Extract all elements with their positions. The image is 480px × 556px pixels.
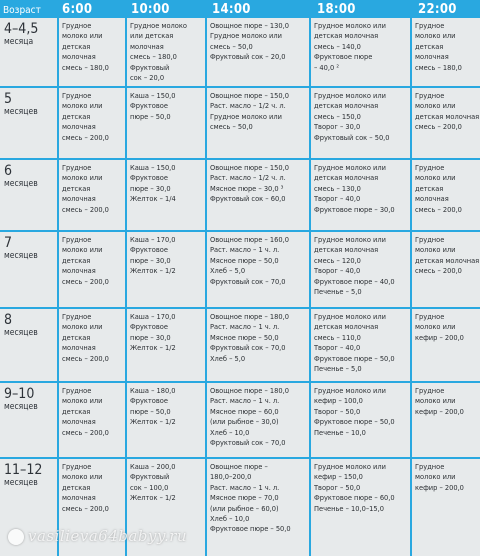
age-unit: месяца — [4, 37, 34, 47]
meal-cell — [62, 312, 124, 380]
meal-cell — [415, 462, 479, 555]
meal-item: молоко или — [62, 31, 103, 41]
meal-cell — [415, 163, 479, 229]
meal-cell — [130, 312, 204, 380]
meal-item: смесь – 150,0 — [314, 111, 361, 121]
meal-item: молоко или — [415, 396, 456, 406]
meal-item: Раст. масло – 1 ч. л. — [210, 245, 280, 255]
meal-item: детская — [62, 482, 91, 492]
row-divider — [0, 457, 480, 459]
meal-cell — [210, 462, 308, 555]
meal-item: 180,0–200,0 — [210, 472, 252, 482]
row-divider — [0, 86, 480, 88]
meal-item: Фруктовое пюре – 50,0 — [314, 417, 395, 427]
age-unit: месяцев — [4, 328, 38, 338]
meal-item: Грудное — [415, 462, 445, 471]
meal-item: или детская — [130, 31, 174, 41]
age-cell — [4, 386, 54, 413]
meal-item: детская молочная — [415, 111, 479, 121]
meal-item: Фруктовое — [130, 396, 168, 406]
meal-cell — [210, 163, 308, 229]
meal-item: кефир – 100,0 — [314, 396, 363, 406]
meal-item: Овощное пюре – — [210, 462, 268, 471]
meal-item: Грудное — [415, 163, 445, 172]
meal-cell — [130, 163, 204, 229]
meal-item: Овощное пюре – 150,0 — [210, 91, 289, 100]
meal-cell — [130, 21, 204, 85]
meal-item: Каша – 180,0 — [130, 386, 176, 395]
meal-item: смесь – 140,0 — [314, 41, 361, 51]
meal-cell — [415, 312, 479, 380]
meal-item: молоко или — [415, 472, 456, 482]
meal-item: Овощное пюре – 180,0 — [210, 386, 289, 395]
meal-cell — [314, 386, 409, 456]
meal-item: Фруктовое пюре – 50,0 — [210, 524, 291, 534]
meal-cell — [62, 21, 124, 85]
age-value: 5 — [4, 91, 13, 107]
meal-cell — [314, 163, 409, 229]
age-unit: месяцев — [4, 478, 38, 488]
meal-cell — [62, 235, 124, 306]
meal-item: смесь – 180,0 — [415, 62, 462, 72]
meal-item: смесь – 180,0 — [130, 52, 177, 62]
meal-item: Фруктовое пюре – 30,0 — [314, 204, 395, 214]
age-value: 11–12 — [4, 462, 43, 478]
meal-item: Каша – 170,0 — [130, 235, 176, 244]
meal-item: Фруктовый сок – 70,0 — [210, 276, 286, 286]
meal-item: Хлеб – 5,0 — [210, 353, 246, 363]
meal-item: Грудное молоко или — [314, 386, 386, 395]
meal-item: Желток – 1/2 — [130, 343, 176, 353]
meal-item: смесь – 200,0 — [62, 427, 109, 437]
meal-item: Фруктовое пюре – 40,0 — [314, 276, 395, 286]
column-divider — [125, 0, 127, 556]
meal-cell — [210, 21, 308, 85]
meal-item: (или рыбное – 30,0) — [210, 417, 279, 427]
meal-item: Грудное молоко или — [314, 312, 386, 321]
meal-cell — [415, 21, 479, 85]
meal-item: – 40,0 ² — [314, 62, 340, 72]
age-cell — [4, 91, 54, 118]
meal-item: детская молочная — [314, 101, 379, 111]
meal-item: Фруктовый сок – 20,0 — [210, 52, 286, 62]
meal-item: Овощное пюре – 180,0 — [210, 312, 289, 321]
column-divider — [57, 0, 59, 556]
table-header — [0, 0, 480, 18]
meal-item: Фруктовое пюре – 50,0 — [314, 353, 395, 363]
meal-item: молочная — [415, 52, 449, 62]
meal-item: Фруктовый сок – 50,0 — [314, 132, 390, 142]
meal-item: Грудное молоко или — [314, 163, 386, 172]
meal-item: молочная — [62, 194, 96, 204]
meal-item: молоко или — [62, 173, 103, 183]
meal-item: смесь – 200,0 — [62, 353, 109, 363]
row-divider — [0, 381, 480, 383]
meal-item: Грудное молоко или — [314, 235, 386, 244]
row-divider — [0, 307, 480, 309]
meal-item: Грудное — [415, 21, 445, 30]
column-divider — [309, 0, 311, 556]
time-header-0600: 6:00 — [62, 2, 93, 17]
meal-cell — [314, 21, 409, 85]
meal-item: Грудное — [62, 21, 92, 30]
meal-item: Желток – 1/4 — [130, 194, 176, 204]
meal-item: смесь – 200,0 — [415, 266, 462, 276]
column-divider — [205, 0, 207, 556]
meal-item: молочная — [62, 417, 96, 427]
meal-item: детская — [62, 183, 91, 193]
meal-cell — [130, 91, 204, 157]
meal-item: Желток – 1/2 — [130, 417, 176, 427]
meal-item: Фруктовый — [130, 472, 170, 482]
meal-item: Овощное пюре – 160,0 — [210, 235, 289, 244]
meal-cell — [415, 235, 479, 306]
meal-item: Грудное молоко или — [314, 462, 386, 471]
meal-cell — [210, 386, 308, 456]
meal-item: Грудное молоко или — [210, 31, 282, 41]
meal-item: Фруктовое — [130, 245, 168, 255]
meal-item: Грудное — [415, 386, 445, 395]
meal-item: Каша – 150,0 — [130, 163, 176, 172]
meal-item: детская — [62, 255, 91, 265]
meal-item: Грудное молоко — [130, 21, 187, 30]
meal-item: пюре – 30,0 — [130, 183, 171, 193]
meal-item: Фруктовое — [130, 101, 168, 111]
row-divider — [0, 158, 480, 160]
meal-item: Грудное — [62, 386, 92, 395]
meal-item: молоко или — [62, 245, 103, 255]
meal-item: Грудное молоко или — [314, 21, 386, 30]
meal-item: детская — [62, 406, 91, 416]
meal-item: смесь – 50,0 — [210, 122, 253, 132]
meal-item: Грудное — [62, 91, 92, 100]
meal-item: смесь – 200,0 — [62, 276, 109, 286]
meal-item: молоко или — [62, 396, 103, 406]
meal-item: Грудное — [415, 235, 445, 244]
meal-item: кефир – 200,0 — [415, 406, 464, 416]
meal-item: Раст. масло – 1 ч. л. — [210, 482, 280, 492]
meal-item: детская молочная — [314, 322, 379, 332]
meal-item: Творог – 50,0 — [314, 482, 361, 492]
meal-item: Фруктовый сок – 70,0 — [210, 438, 286, 448]
meal-item: смесь – 110,0 — [314, 332, 361, 342]
meal-item: смесь – 200,0 — [62, 204, 109, 214]
age-unit: месяцев — [4, 107, 38, 117]
meal-item: Грудное молоко или — [210, 111, 282, 121]
meal-item: Каша – 170,0 — [130, 312, 176, 321]
meal-item: Грудное — [62, 235, 92, 244]
meal-item: смесь – 200,0 — [415, 122, 462, 132]
age-unit: месяцев — [4, 402, 38, 412]
meal-item: молочная — [62, 493, 96, 503]
meal-item: молочная — [62, 52, 96, 62]
meal-item: Печенье – 5,0 — [314, 287, 362, 297]
meal-cell — [210, 312, 308, 380]
meal-item: детская молочная — [415, 255, 479, 265]
meal-item: смесь – 200,0 — [62, 503, 109, 513]
meal-item: Фруктовый сок – 70,0 — [210, 343, 286, 353]
age-value: 7 — [4, 235, 13, 251]
age-cell — [4, 312, 54, 339]
meal-item: смесь – 180,0 — [62, 62, 109, 72]
meal-cell — [314, 462, 409, 555]
meal-item: молоко или — [415, 322, 456, 332]
meal-item: Желток – 1/2 — [130, 493, 176, 503]
meal-cell — [210, 91, 308, 157]
meal-item: Раст. масло – 1/2 ч. л. — [210, 101, 286, 111]
meal-item: Грудное — [415, 312, 445, 321]
meal-item: кефир – 200,0 — [415, 482, 464, 492]
meal-item: молоко или — [62, 472, 103, 482]
meal-item: Мясное пюре – 50,0 — [210, 255, 279, 265]
meal-cell — [130, 235, 204, 306]
meal-item: Печенье – 10,0 — [314, 427, 366, 437]
meal-item: (или рыбное – 60,0) — [210, 503, 279, 513]
meal-item: кефир – 150,0 — [314, 472, 363, 482]
meal-cell — [314, 312, 409, 380]
meal-item: смесь – 200,0 — [415, 204, 462, 214]
meal-item: детская молочная — [314, 173, 379, 183]
age-unit: месяцев — [4, 179, 38, 189]
meal-item: молоко или — [415, 101, 456, 111]
meal-item: смесь – 50,0 — [210, 41, 253, 51]
meal-item: Мясное пюре – 70,0 — [210, 493, 279, 503]
meal-item: Грудное — [62, 312, 92, 321]
age-cell — [4, 235, 54, 262]
age-value: 8 — [4, 312, 13, 328]
meal-item: смесь – 200,0 — [62, 132, 109, 142]
meal-item: Каша – 200,0 — [130, 462, 176, 471]
meal-item: Творог – 30,0 — [314, 122, 361, 132]
meal-item: Каша – 150,0 — [130, 91, 176, 100]
watermark-logo-icon — [8, 529, 24, 545]
meal-item: молоко или — [415, 245, 456, 255]
age-value: 9–10 — [4, 386, 35, 402]
meal-item: Грудное — [62, 462, 92, 471]
meal-item: детская — [62, 332, 91, 342]
meal-item: детская молочная — [314, 245, 379, 255]
meal-item: Творог – 50,0 — [314, 406, 361, 416]
time-header-2200: 22:00 — [418, 2, 457, 17]
meal-item: молочная — [62, 122, 96, 132]
age-column-header: Возраст — [3, 5, 41, 16]
meal-item: смесь – 120,0 — [314, 255, 361, 265]
meal-item: Хлеб – 5,0 — [210, 266, 246, 276]
meal-item: Мясное пюре – 50,0 — [210, 332, 279, 342]
age-cell — [4, 462, 54, 489]
meal-item: молоко или — [415, 173, 456, 183]
meal-item: Творог – 40,0 — [314, 194, 361, 204]
meal-item: пюре – 30,0 — [130, 332, 171, 342]
meal-cell — [210, 235, 308, 306]
meal-item: Фруктовое пюре – 60,0 — [314, 493, 395, 503]
meal-item: пюре – 50,0 — [130, 406, 171, 416]
meal-item: смесь – 130,0 — [314, 183, 361, 193]
meal-item: Грудное молоко или — [314, 91, 386, 100]
meal-item: Грудное — [415, 91, 445, 100]
meal-item: Фруктовое — [130, 173, 168, 183]
meal-cell — [62, 386, 124, 456]
meal-item: молочная — [415, 194, 449, 204]
time-header-1000: 10:00 — [131, 2, 170, 17]
meal-item: Раст. масло – 1 ч. л. — [210, 322, 280, 332]
age-cell — [4, 21, 54, 48]
meal-item: Желток – 1/2 — [130, 266, 176, 276]
age-value: 4–4,5 — [4, 21, 39, 37]
meal-item: Овощное пюре – 150,0 — [210, 163, 289, 172]
meal-item: молоко или — [62, 101, 103, 111]
meal-cell — [130, 386, 204, 456]
meal-item: Грудное — [62, 163, 92, 172]
meal-item: Фруктовый сок – 60,0 — [210, 194, 286, 204]
meal-item: пюре – 30,0 — [130, 255, 171, 265]
meal-item: кефир – 200,0 — [415, 332, 464, 342]
meal-item: детская — [415, 41, 444, 51]
meal-item: Хлеб – 10,0 — [210, 514, 250, 524]
time-header-1400: 14:00 — [212, 2, 251, 17]
meal-item: молоко или — [415, 31, 456, 41]
meal-cell — [415, 91, 479, 157]
age-value: 6 — [4, 163, 13, 179]
meal-item: Фруктовое — [130, 322, 168, 332]
meal-item: Печенье – 5,0 — [314, 364, 362, 374]
column-divider — [410, 0, 412, 556]
meal-item: сок – 20,0 — [130, 73, 165, 83]
meal-item: Мясное пюре – 60,0 — [210, 406, 279, 416]
meal-item: Овощное пюре – 130,0 — [210, 21, 289, 30]
time-header-1800: 18:00 — [317, 2, 356, 17]
meal-item: Раст. масло – 1 ч. л. — [210, 396, 280, 406]
meal-item: Фруктовый — [130, 62, 170, 72]
meal-item: Фруктовое пюре — [314, 52, 373, 62]
meal-item: Раст. масло – 1/2 ч. л. — [210, 173, 286, 183]
meal-item: молочная — [130, 41, 164, 51]
age-unit: месяцев — [4, 251, 38, 261]
meal-item: сок – 100,0 — [130, 482, 169, 492]
meal-item: детская — [415, 183, 444, 193]
meal-item: пюре – 50,0 — [130, 111, 171, 121]
meal-item: молочная — [62, 266, 96, 276]
meal-item: Печенье – 10,0–15,0 — [314, 503, 384, 513]
meal-cell — [314, 91, 409, 157]
meal-cell — [415, 386, 479, 456]
row-divider — [0, 230, 480, 232]
meal-item: молоко или — [62, 322, 103, 332]
meal-item: детская — [62, 111, 91, 121]
meal-item: Творог – 40,0 — [314, 266, 361, 276]
meal-cell — [62, 91, 124, 157]
meal-item: Хлеб – 10,0 — [210, 427, 250, 437]
watermark-text: vasilieva64babyy.ru — [28, 527, 188, 545]
meal-item: детская — [62, 41, 91, 51]
meal-item: Мясное пюре – 30,0 ³ — [210, 183, 284, 193]
meal-cell — [314, 235, 409, 306]
age-cell — [4, 163, 54, 190]
meal-item: Творог – 40,0 — [314, 343, 361, 353]
meal-cell — [62, 163, 124, 229]
meal-item: детская молочная — [314, 31, 379, 41]
meal-item: молочная — [62, 343, 96, 353]
